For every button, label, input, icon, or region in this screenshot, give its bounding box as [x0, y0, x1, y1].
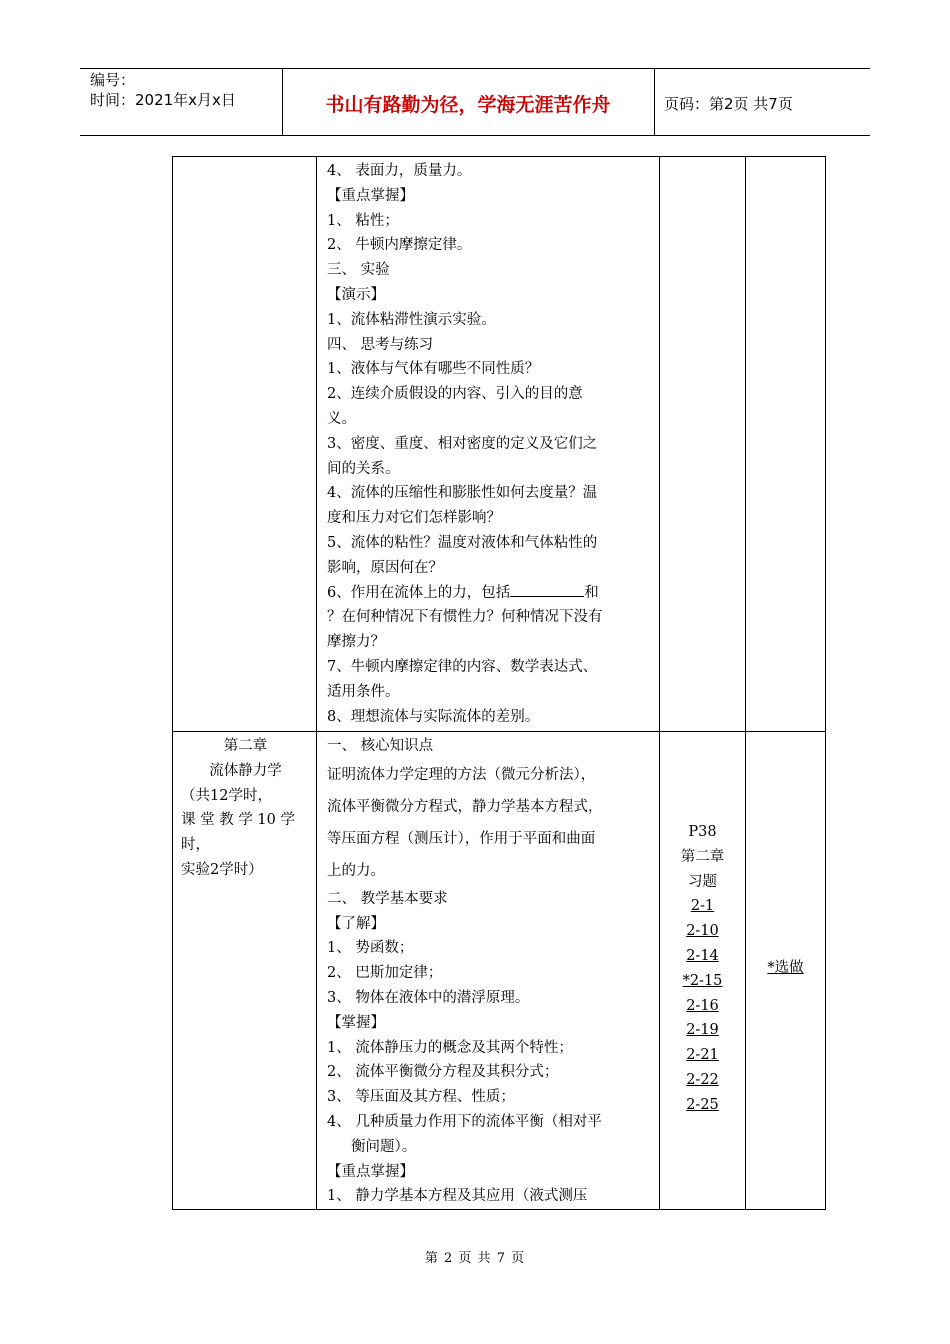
- content-block: [317, 157, 659, 729]
- optional-note: [746, 732, 825, 977]
- note-cell: [746, 732, 826, 1210]
- subsection-heading: 【掌握】: [327, 1014, 385, 1031]
- chapter-hours-class: 课 堂 教 学 10 学: [181, 812, 295, 829]
- number-label: 编号：: [90, 71, 136, 89]
- list-item: 3、 等压面及其方程、性质；: [327, 1089, 515, 1106]
- section-heading: 二、 教学基本要求: [327, 890, 448, 907]
- optional-note-text: *选做: [767, 960, 804, 976]
- homework-cell-empty: [660, 157, 746, 732]
- syllabus-table: [172, 156, 826, 1210]
- text-line: 【演示】: [327, 286, 385, 303]
- homework-cell: [660, 732, 746, 1210]
- homework-item: [660, 1068, 745, 1093]
- homework-exercise-link[interactable]: 2-21: [686, 1047, 719, 1064]
- text-line: 度和压力对它们怎样影响？: [327, 510, 501, 527]
- text-line: 5、流体的粘性？温度对液体和气体粘性的: [327, 534, 598, 551]
- text-line: 3、密度、重度、相对密度的定义及它们之: [327, 435, 598, 452]
- homework-item: [660, 994, 745, 1019]
- core-point-line: 证明流体力学定理的方法（微元分析法），: [327, 766, 596, 783]
- text-line: 影响，原因何在？: [327, 559, 443, 576]
- text-line: 摩擦力？: [327, 634, 385, 651]
- page-footer: 第 2 页 共 7 页: [424, 1251, 526, 1266]
- homework-exercise-link[interactable]: 2-22: [686, 1071, 719, 1088]
- homework-item: [660, 1093, 745, 1118]
- content-cell: [317, 157, 660, 732]
- text-line: ？在何种情况下有惯性力？何种情况下没有: [327, 609, 603, 626]
- homework-exercise-link[interactable]: 2-10: [686, 923, 719, 940]
- text-line: 1、 粘性；: [327, 212, 399, 229]
- homework-item: [660, 919, 745, 944]
- homework-chapter: 第二章: [680, 848, 725, 865]
- list-item: 4、 几种质量力作用下的流体平衡（相对平: [327, 1113, 602, 1130]
- time-label: 时间：2021年x月x日: [90, 91, 236, 109]
- table-row: [173, 157, 826, 732]
- homework-item: [660, 1018, 745, 1043]
- list-item: 1、 静力学基本方程及其应用（液式测压: [327, 1188, 588, 1205]
- text-line: 适用条件。: [327, 683, 400, 700]
- list-item: 2、 巴斯加定律；: [327, 965, 443, 982]
- homework-exercise-link[interactable]: 2-1: [690, 898, 715, 915]
- homework-item: [660, 969, 745, 994]
- text-line: 义。: [327, 410, 356, 427]
- text-line: 4、流体的压缩性和膨胀性如何去度量？温: [327, 485, 598, 502]
- header-top-rule: [80, 68, 870, 69]
- subsection-heading: 【重点掌握】: [327, 1163, 414, 1180]
- text-line: 间的关系。: [327, 460, 400, 477]
- header-bottom-rule: [80, 135, 870, 136]
- text-line: 8、理想流体与实际流体的差别。: [327, 708, 540, 725]
- subsection-heading: 【了解】: [327, 915, 385, 932]
- homework-item: [660, 894, 745, 919]
- homework-exercise-link[interactable]: 2-14: [686, 947, 719, 964]
- chapter-hours-class-cont: 时，: [181, 837, 210, 854]
- text-line: 2、连续介质假设的内容、引入的目的意: [327, 386, 583, 403]
- text-line: 1、液体与气体有哪些不同性质？: [327, 361, 540, 378]
- answer-blank: [510, 582, 584, 597]
- text-line: 2、 牛顿内摩擦定律。: [327, 237, 472, 254]
- page-label: 页码：第2页 共7页: [664, 95, 793, 113]
- homework-item: [660, 1043, 745, 1068]
- chapter-hours-total: （共12学时，: [181, 787, 272, 804]
- chapter-cell-empty: [173, 157, 317, 732]
- header-meta: [90, 70, 236, 110]
- text-line: 【重点掌握】: [327, 187, 414, 204]
- text-line: 1、流体粘滞性演示实验。: [327, 311, 496, 328]
- list-item: 3、 物体在液体中的潜浮原理。: [327, 989, 530, 1006]
- chapter-hours-lab: 实验2学时）: [181, 861, 263, 878]
- header-motto: 书山有路勤为径，学海无涯苦作舟: [325, 94, 611, 116]
- note-cell-empty: [746, 157, 826, 732]
- homework-exercise-link[interactable]: 2-25: [686, 1096, 719, 1113]
- list-item: 2、 流体平衡微分方程及其积分式；: [327, 1064, 559, 1081]
- text-line: 7、牛顿内摩擦定律的内容、数学表达式、: [327, 658, 598, 675]
- homework-exercise-link[interactable]: 2-19: [686, 1022, 719, 1039]
- core-point-line: 上的力。: [327, 862, 385, 879]
- list-item-continuation: 衡问题）。: [351, 1138, 417, 1155]
- text-line: 4、 表面力，质量力。: [327, 163, 472, 179]
- text-line: 四、 思考与练习: [327, 336, 434, 353]
- section-heading: 一、 核心知识点: [327, 738, 434, 754]
- homework-exercise-link[interactable]: 2-16: [686, 997, 719, 1014]
- content-cell: [317, 732, 660, 1210]
- chapter-title: 第二章: [223, 738, 268, 754]
- homework-label: 习题: [688, 873, 717, 890]
- core-point-line: 流体平衡微分方程式，静力学基本方程式，: [327, 798, 603, 815]
- homework-page: P38: [688, 824, 717, 840]
- chapter-info: [173, 732, 316, 883]
- homework-item: [660, 944, 745, 969]
- chapter-name: 流体静力学: [209, 762, 282, 779]
- question-6-text: 6、作用在流体上的力，包括: [327, 584, 511, 601]
- list-item: 1、 势函数；: [327, 940, 414, 957]
- homework-list: [660, 732, 745, 1118]
- table-row: [173, 732, 826, 1210]
- question-6: [327, 581, 651, 606]
- header-divider-right: [654, 68, 655, 135]
- content-block: [317, 732, 659, 1209]
- list-item: 1、 流体静压力的概念及其两个特性；: [327, 1039, 573, 1056]
- chapter-cell: [173, 732, 317, 1210]
- core-point-line: 等压面方程（测压计），作用于平面和曲面: [327, 830, 596, 847]
- question-6-tail: 和: [584, 584, 599, 601]
- homework-exercise-link[interactable]: *2-15: [682, 972, 723, 989]
- text-line: 三、 实验: [327, 262, 390, 279]
